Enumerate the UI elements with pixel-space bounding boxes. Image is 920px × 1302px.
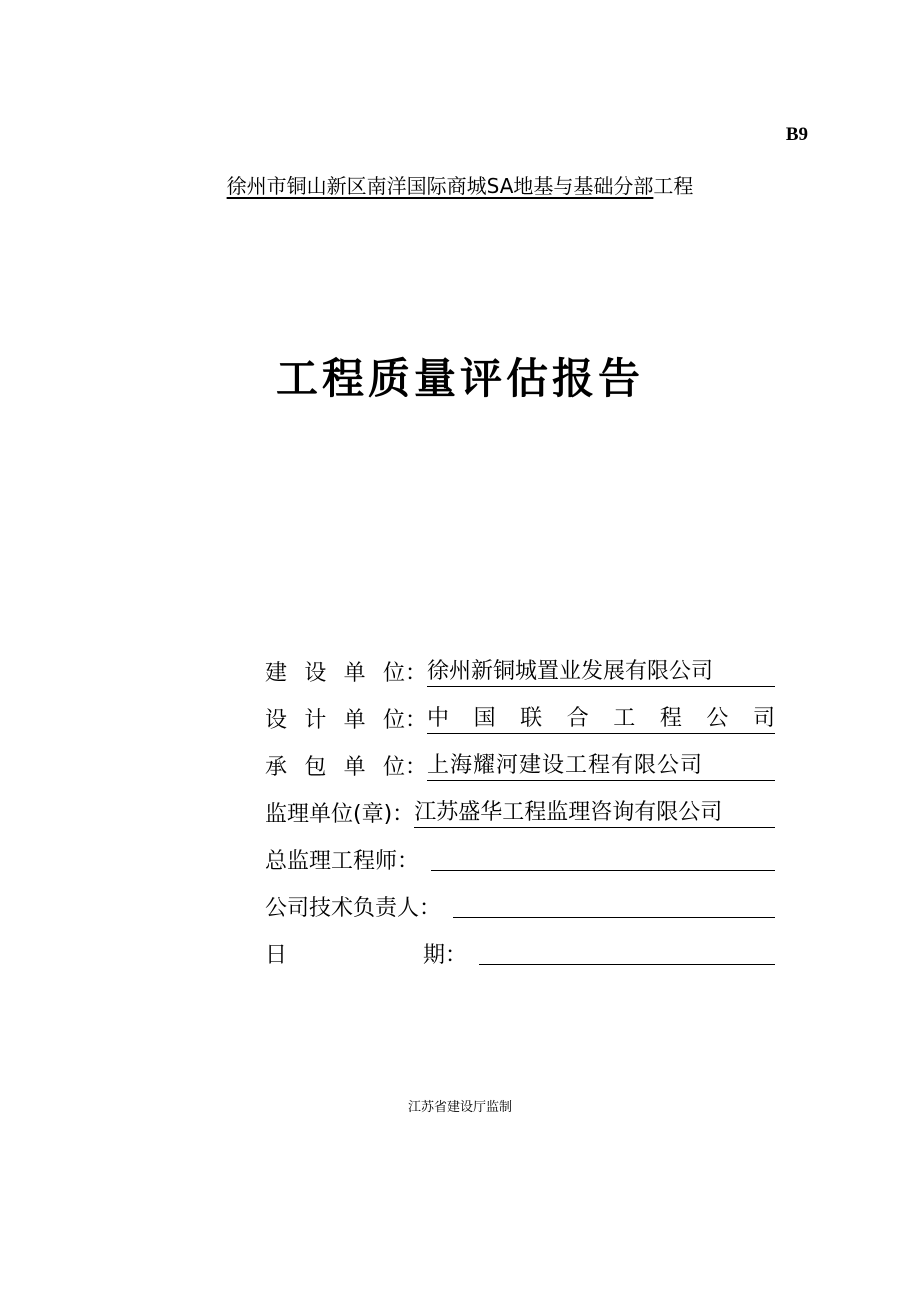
label-char: 包 xyxy=(304,755,327,780)
label-char: 位 xyxy=(382,755,405,780)
design-unit-label xyxy=(265,703,405,734)
chief-engineer-label: 总监理工程师 xyxy=(265,849,398,874)
label-char: 单 xyxy=(343,708,366,733)
date-label xyxy=(265,938,445,969)
supervisor-row xyxy=(265,781,775,828)
info-fields xyxy=(265,640,775,969)
colon: ： xyxy=(419,896,442,921)
label-char: 计 xyxy=(304,708,327,733)
tech-lead-row xyxy=(265,875,775,922)
value-char: 程 xyxy=(659,706,682,731)
value-char: 国 xyxy=(473,706,496,731)
project-name-underlined: 徐州市铜山新区南洋国际商城SA地基与基础分部 xyxy=(226,174,654,198)
colon: ： xyxy=(397,849,420,874)
construction-unit-row xyxy=(265,640,775,687)
label-char: 单 xyxy=(343,661,366,686)
label-char: 承 xyxy=(265,755,288,780)
issuer-footer: 江苏省建设厅监制 xyxy=(407,1100,512,1115)
value-char: 中 xyxy=(427,706,450,731)
report-title: 工程质量评估报告 xyxy=(275,354,644,403)
label-char: 设 xyxy=(304,661,327,686)
construction-unit-label xyxy=(265,656,405,687)
label-char: 期 xyxy=(422,943,445,968)
project-name xyxy=(0,170,920,199)
label-char: 建 xyxy=(265,661,288,686)
chief-engineer-row xyxy=(265,828,775,875)
value-char: 公 xyxy=(706,706,729,731)
value-char: 工 xyxy=(613,706,636,731)
form-code: B9 xyxy=(785,124,808,145)
label-char: 单 xyxy=(343,755,366,780)
colon: ： xyxy=(405,755,428,780)
date-row xyxy=(265,922,775,969)
colon: ： xyxy=(445,943,468,968)
value-char: 合 xyxy=(566,706,589,731)
date-blank-line[interactable] xyxy=(479,964,775,965)
construction-unit-value: 徐州新铜城置业发展有限公司 xyxy=(427,654,775,687)
colon: ： xyxy=(405,661,428,686)
chief-engineer-blank-line[interactable] xyxy=(431,870,775,871)
value-char: 司 xyxy=(752,706,775,731)
project-name-suffix: 工程 xyxy=(653,174,694,198)
value-char: 联 xyxy=(520,706,543,731)
design-unit-value xyxy=(427,701,775,734)
colon: ： xyxy=(392,802,415,827)
label-char: 位 xyxy=(382,708,405,733)
tech-lead-blank-line[interactable] xyxy=(453,917,775,918)
supervisor-label: 监理单位(章) xyxy=(265,802,393,827)
design-unit-row xyxy=(265,687,775,734)
contractor-value: 上海耀河建设工程有限公司 xyxy=(427,748,775,781)
supervisor-value: 江苏盛华工程监理咨询有限公司 xyxy=(414,795,775,828)
tech-lead-label: 公司技术负责人 xyxy=(265,896,420,921)
colon: ： xyxy=(405,708,428,733)
contractor-row xyxy=(265,734,775,781)
label-char: 位 xyxy=(382,661,405,686)
label-char: 设 xyxy=(265,708,288,733)
label-char: 日 xyxy=(265,943,288,968)
contractor-label xyxy=(265,750,405,781)
